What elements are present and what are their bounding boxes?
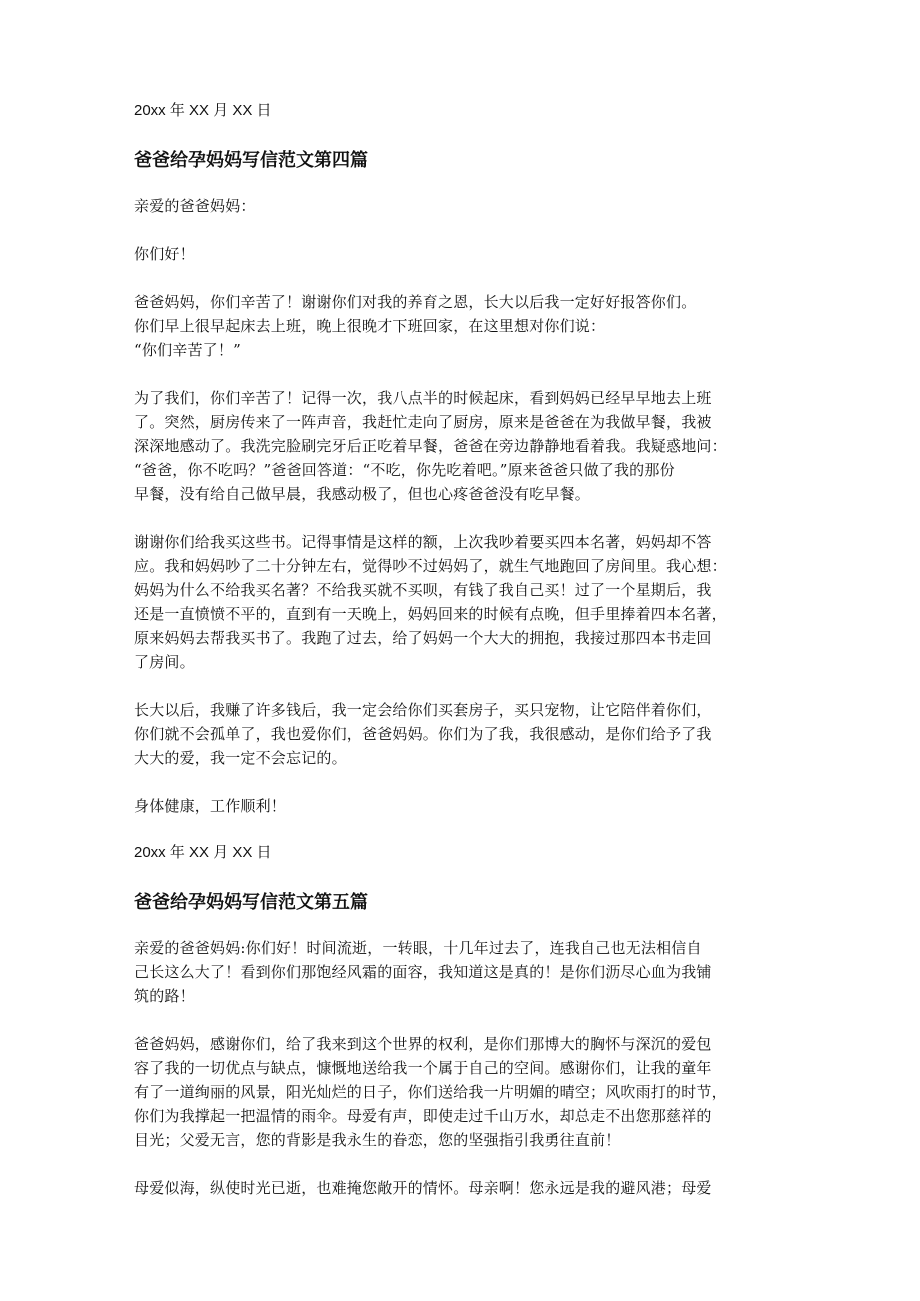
text-line: 了房间。 <box>134 653 195 671</box>
text-line: 谢谢你们给我买这些书。记得事情是这样的额，上次我吵着要买四本名著，妈妈却不答 <box>134 533 712 551</box>
text-line: 筑的路！ <box>134 987 195 1005</box>
section-heading-4: 爸爸给孕妈妈写信范文第四篇 <box>134 150 368 171</box>
paragraph <box>134 698 784 770</box>
text-line: 己长这么大了！看到你们那饱经风霜的面容，我知道这是真的！是你们沥尽心血为我铺 <box>134 963 712 981</box>
text-line: 原来妈妈去帮我买书了。我跑了过去，给了妈妈一个大大的拥抱，我接过那四本书走回 <box>134 629 712 647</box>
text-line: 了。突然，厨房传来了一阵声音，我赶忙走向了厨房，原来是爸爸在为我做早餐，我被 <box>134 413 712 431</box>
closing <box>134 794 784 818</box>
greeting <box>134 242 784 266</box>
text-line: 你们为我撑起一把温情的雨伞。母爱有声，即使走过千山万水，却总走不出您那慈祥的 <box>134 1107 712 1125</box>
salutation <box>134 194 784 218</box>
text-line: 亲爱的爸爸妈妈： <box>134 197 256 215</box>
paragraph <box>134 386 784 506</box>
text-line: 应。我和妈妈吵了二十分钟左右，觉得吵不过妈妈了，就生气地跑回了房间里。我心想： <box>134 557 727 575</box>
text-line: 亲爱的爸爸妈妈:你们好！时间流逝，一转眼，十几年过去了，连我自己也无法相信自 <box>134 939 702 957</box>
paragraph <box>134 290 784 362</box>
text-line: 深深地感动了。我洗完脸刷完牙后正吃着早餐，爸爸在旁边静静地看着我。我疑惑地问： <box>134 437 727 455</box>
text-line: 身体健康，工作顺利！ <box>134 797 287 815</box>
text-line: 还是一直愤愤不平的，直到有一天晚上，妈妈回来的时候有点晚，但手里捧着四本名著， <box>134 605 727 623</box>
text-line: 妈妈为什么不给我买名著？不给我买就不买呗，有钱了我自己买！过了一个星期后，我 <box>134 581 712 599</box>
paragraph <box>134 1032 784 1152</box>
document-page <box>134 100 784 1224</box>
text-line: 你们就不会孤单了，我也爱你们，爸爸妈妈。你们为了我，我很感动，是你们给予了我 <box>134 725 712 743</box>
paragraph <box>134 530 784 674</box>
text-line: 你们早上很早起床去上班，晚上很晚才下班回家，在这里想对你们说： <box>134 317 606 335</box>
text-line: “你们辛苦了！” <box>134 341 241 359</box>
text-line: 早餐，没有给自己做早晨，我感动极了，但也心疼爸爸没有吃早餐。 <box>134 485 591 503</box>
letter-date: 20xx 年 XX 月 XX 日 <box>134 102 272 119</box>
text-line: 目光；父爱无言，您的背影是我永生的眷恋，您的坚强指引我勇往直前！ <box>134 1131 621 1149</box>
text-line: 你们好！ <box>134 245 195 263</box>
text-line: 爸爸妈妈，感谢你们，给了我来到这个世界的权利，是你们那博大的胸怀与深沉的爱包 <box>134 1035 712 1053</box>
text-line: 大大的爱，我一定不会忘记的。 <box>134 749 347 767</box>
text-line: 为了我们，你们辛苦了！记得一次，我八点半的时候起床，看到妈妈已经早早地去上班 <box>134 389 712 407</box>
text-line: 母爱似海，纵使时光已逝，也难掩您敞开的情怀。母亲啊！您永远是我的避风港；母爱 <box>134 1179 712 1197</box>
paragraph <box>134 1176 784 1200</box>
text-line: “爸爸，你不吃吗？”爸爸回答道：“不吃，你先吃着吧。”原来爸爸只做了我的那份 <box>134 461 675 479</box>
paragraph <box>134 936 784 1008</box>
text-line: 长大以后，我赚了许多钱后，我一定会给你们买套房子，买只宠物，让它陪伴着你们， <box>134 701 712 719</box>
section-heading-5: 爸爸给孕妈妈写信范文第五篇 <box>134 892 368 913</box>
text-line: 容了我的一切优点与缺点，慷慨地送给我一个属于自己的空间。感谢你们，让我的童年 <box>134 1059 712 1077</box>
text-line: 有了一道绚丽的风景，阳光灿烂的日子，你们送给我一片明媚的晴空；风吹雨打的时节， <box>134 1083 727 1101</box>
text-line: 爸爸妈妈，你们辛苦了！谢谢你们对我的养育之恩，长大以后我一定好好报答你们。 <box>134 293 697 311</box>
letter-date: 20xx 年 XX 月 XX 日 <box>134 844 272 861</box>
